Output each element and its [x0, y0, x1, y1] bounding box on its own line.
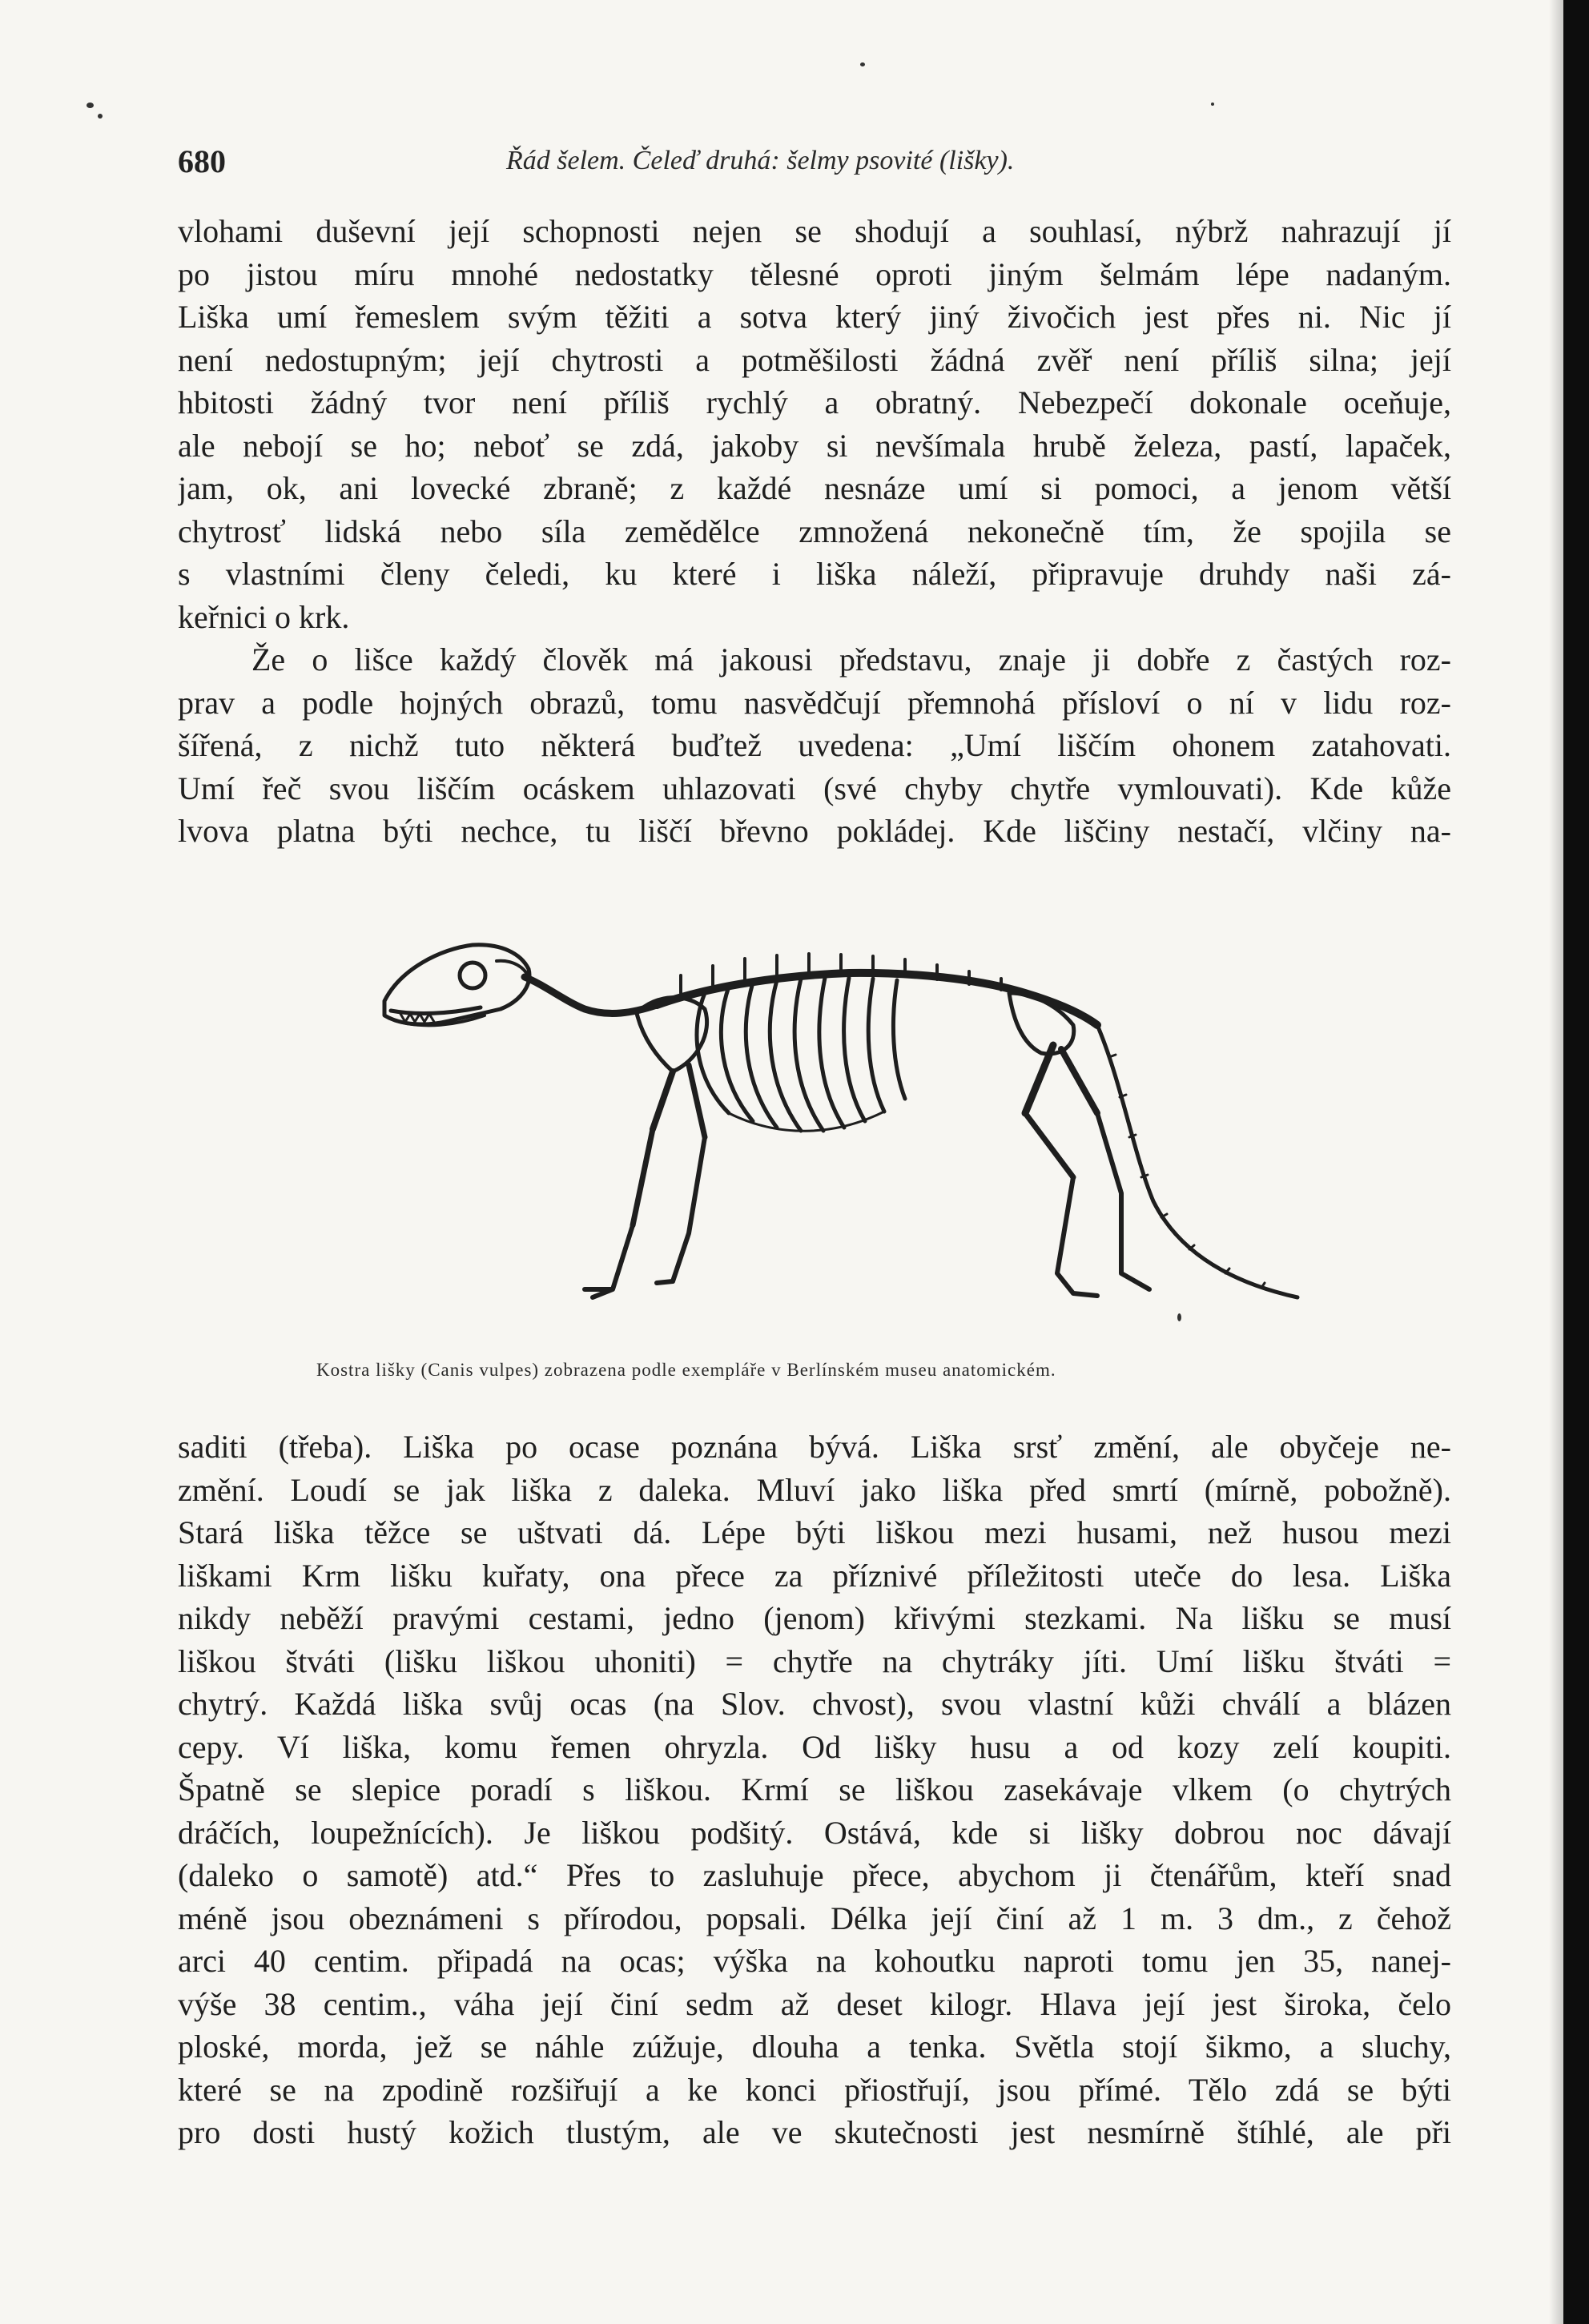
text-line: nikdy neběží pravými cestami, jedno (jenom) křivými stezkami. Na lišku se musí [178, 1600, 1451, 1636]
scan-speck [86, 103, 94, 108]
text-line: s vlastními členy čeledi, ku které i liška náleží, připravuje druhdy naši zá- [178, 556, 1451, 592]
text-line: jam, ok, ani lovecké zbraně; z každé nesnáze umí si pomoci, a jenom větší [178, 470, 1451, 506]
text-line: chytrý. Každá liška svůj ocas (na Slov. chvost), svou vlastní kůži chválí a blázen [178, 1686, 1451, 1722]
text-line: ale nebojí se ho; neboť se zdá, jakoby si nevšímala hrubě železa, pastí, lapaček, [178, 427, 1451, 464]
text-line: chytrosť lidská nebo síla zemědělce zmnožená nekonečně tím, že spojila se [178, 513, 1451, 549]
text-line: vlohami duševní její schopnosti nejen se shodují a souhlasí, nýbrž nahrazují jí [178, 213, 1451, 249]
text-line: ploské, morda, jež se náhle zúžuje, dlouha a tenka. Světla stojí šikmo, a sluchy, [178, 2028, 1451, 2065]
text-line: dráčích, loupežnících). Je liškou podšitý. Ostává, kde si lišky dobrou noc dávají [178, 1814, 1451, 1851]
text-line: Že o lišce každý člověk má jakousi představu, znaje ji dobře z častých roz- [251, 641, 1451, 677]
page-edge-shadow [1549, 0, 1563, 2324]
text-line: keřnici o krk. [178, 598, 350, 635]
text-line: hbitosti žádný tvor není příliš rychlý a obratný. Nebezpečí dokonale oceňuje, [178, 384, 1451, 420]
scan-speck [1211, 103, 1214, 106]
scan-speck [98, 114, 103, 119]
text-line: saditi (třeba). Liška po ocase poznána bývá. Liška srsť změní, ale obyčeje ne- [178, 1429, 1451, 1465]
text-line: Umí řeč svou liščím ocáskem uhlazovati (své chyby chytře vymlouvati). Kde kůže [178, 770, 1451, 806]
text-line: není nedostupným; její chytrosti a potměšilosti žádná zvěř není příliš silna; její [178, 341, 1451, 378]
page-number: 680 [178, 143, 226, 179]
text-line: lvova platna býti nechce, tu liščí břevno pokládej. Kde liščiny nestačí, vlčiny na- [178, 813, 1451, 849]
text-line: Špatně se slepice poradí s liškou. Krmí se liškou zasekávaje vlkem (o chytrých [178, 1771, 1451, 1807]
text-line: které se na zpodině rozšiřují a ke konci přiostřují, jsou přímé. Tělo zdá se býti [178, 2071, 1451, 2108]
text-line: výše 38 centim., váha její činí sedm až deset kilogr. Hlava její jest široka, čelo [178, 1985, 1451, 2022]
text-line: změní. Loudí se jak liška z daleka. Mluví jako liška před smrtí (mírně, pobožně). [178, 1471, 1451, 1508]
text-line: šířená, z nichž tuto některá buďtež uvedena: „Umí liščím ohonem zatahovati. [178, 727, 1451, 763]
text-line: Stará liška těžce se uštvati dá. Lépe býti liškou mezi husami, než husou mezi [178, 1514, 1451, 1550]
text-line: arci 40 centim. připadá na ocas; výška na kohoutku naproti tomu jen 35, nanej- [178, 1943, 1451, 1979]
text-line: méně jsou obeznámeni s přírodou, popsali. Délka její činí až 1 m. 3 dm., z čehož [178, 1900, 1451, 1936]
text-line: liškami Krm lišku kuřaty, ona přece za příznivé příležitosti uteče do lesa. Liška [178, 1557, 1451, 1594]
text-line: po jistou míru mnohé nedostatky tělesné oproti jiným šelmám lépe nadaným. [178, 255, 1451, 292]
running-header [178, 141, 1451, 186]
figure-caption: Kostra lišky (Canis vulpes) zobrazena podle exempláře v Berlínském museu anatomickém. [316, 1360, 1056, 1380]
text-line: Liška umí řemeslem svým těžiti a sotva který jiný živočich jest přes ni. Nic jí [178, 299, 1451, 335]
text-line: liškou štváti (lišku liškou uhoniti) = chytře na chytráky jíti. Umí lišku štváti = [178, 1642, 1451, 1679]
scan-speck [860, 62, 865, 66]
text-line: (daleko o samotě) atd.“ Přes to zasluhuje přece, abychom ji čtenářům, kteří snad [178, 1857, 1451, 1893]
text-block-bottom [178, 1425, 1451, 2154]
running-head-title: Řád šelem. Čeleď druhá: šelmy psovité (lišky). [506, 146, 1015, 175]
text-line: prav a podle hojných obrazů, tomu nasvědčují přemnohá přísloví o ní v lidu roz- [178, 684, 1451, 721]
fox-skeleton-illustration [352, 873, 1354, 1337]
scanner-border [1563, 0, 1589, 2324]
text-line: cepy. Ví liška, komu řemen ohryzla. Od lišky husu a od kozy zelí koupiti. [178, 1728, 1451, 1765]
text-block-top [178, 210, 1451, 853]
text-line: pro dosti hustý kožich tlustým, ale ve skutečnosti jest nesmírně štíhlé, ale při [178, 2114, 1451, 2150]
